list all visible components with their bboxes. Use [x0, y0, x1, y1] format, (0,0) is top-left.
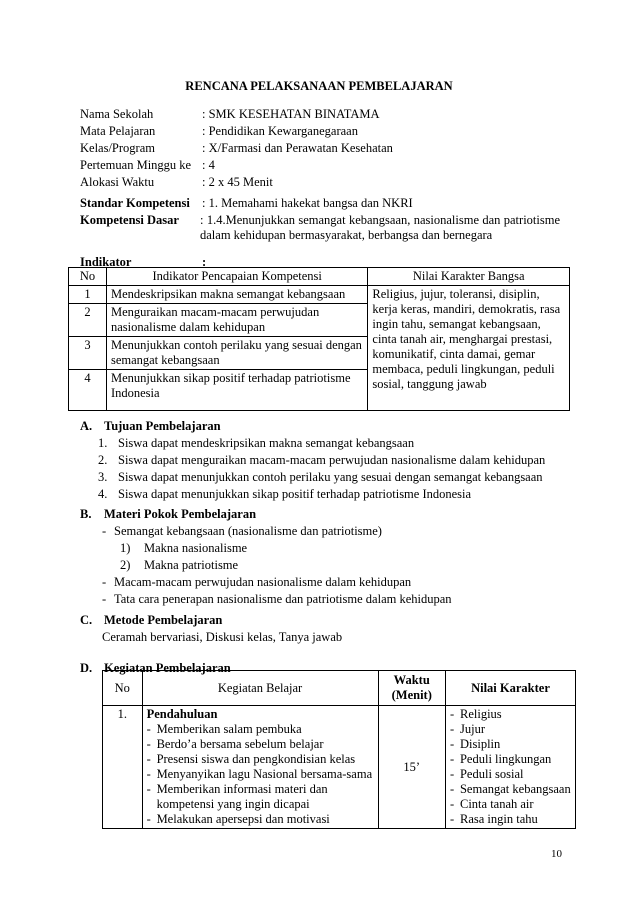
section-tujuan — [80, 418, 580, 503]
list-item: - Memberikan salam pembuka — [146, 722, 302, 736]
list-item: - Jujur — [449, 722, 485, 736]
waktu-cell: 15’ — [378, 706, 445, 829]
section-letter: D. — [80, 661, 93, 675]
indikator-text: Mendeskripsikan makna semangat kebangsaan — [106, 286, 367, 304]
indikator-text: Menunjukkan sikap positif terhadap patriotisme Indonesia — [106, 370, 367, 411]
item-text: Cinta tanah air — [459, 797, 534, 811]
section-title: Metode Pembelajaran — [104, 613, 223, 627]
section-materi — [80, 506, 580, 608]
info-label: Pertemuan Minggu ke — [80, 158, 192, 172]
competency-block — [80, 195, 570, 271]
list-item: - Cinta tanah air — [449, 797, 534, 811]
indikator-table — [68, 267, 570, 411]
kegiatan-cell — [142, 706, 378, 829]
item-number: 1) — [120, 541, 131, 555]
item-text: Semangat kebangsaan — [459, 782, 571, 796]
item-number: 3. — [98, 470, 108, 484]
item-number: 1. — [98, 436, 108, 450]
section-letter: A. — [80, 419, 93, 433]
info-value: : 4 — [202, 158, 215, 172]
karakter-list — [450, 707, 571, 827]
nilai-karakter-cell: Religius, jujur, toleransi, disiplin, kerja keras, mandiri, demokratis, rasa ingin tahu, semangat kebangsaan, cinta tanah air, menghargai prestasi, komunikatif, cinta damai, gemar membaca, peduli lingkungan, peduli sosial, tanggung jawab — [368, 286, 570, 411]
list-item: - Semangat kebangsaan — [449, 782, 571, 796]
item-text: Melakukan apersepsi dan motivasi — [156, 812, 330, 826]
item-text: Menyanyikan lagu Nasional bersama-sama — [156, 767, 373, 781]
section-title: Tujuan Pembelajaran — [104, 419, 221, 433]
section-heading — [80, 612, 580, 629]
info-row-pertemuan — [80, 157, 570, 174]
column-header: Kegiatan Belajar — [142, 671, 378, 706]
item-text: Siswa dapat mendeskripsikan makna semangat kebangsaan — [118, 436, 415, 450]
row-number: 2 — [69, 304, 107, 337]
page-number: 10 — [551, 848, 562, 860]
row-number: 1 — [69, 286, 107, 304]
indikator-value: : — [202, 255, 207, 269]
info-value: : 2 x 45 Menit — [202, 175, 273, 189]
info-value: : SMK KESEHATAN BINATAMA — [202, 107, 380, 121]
section-title: Kegiatan Pembelajaran — [104, 661, 231, 675]
list-item — [80, 540, 580, 557]
list-item: - Semangat kebangsaan (nasionalisme dan patriotisme) — [102, 524, 382, 538]
info-value: : Pendidikan Kewarganegaraan — [202, 124, 358, 138]
item-text: Tata cara penerapan nasionalisme dan patriotisme dalam kehidupan — [114, 592, 452, 606]
standar-value: : 1. Memahami hakekat bangsa dan NKRI — [202, 196, 413, 210]
info-row-mapel — [80, 123, 570, 140]
list-item: - Memberikan informasi materi dan kompetensi yang ingin dicapai — [147, 782, 374, 812]
table-header-row — [69, 268, 570, 286]
list-item: - Disiplin — [449, 737, 501, 751]
list-item: - Peduli lingkungan — [449, 752, 552, 766]
column-header: Indikator Pencapaian Kompetensi — [106, 268, 367, 286]
list-item: - Rasa ingin tahu — [449, 812, 538, 826]
row-number: 4 — [69, 370, 107, 411]
item-text: Macam-macam perwujudan nasionalisme dalam kehidupan — [114, 575, 412, 589]
kompetensi-label: Kompetensi Dasar — [80, 213, 179, 227]
info-label: Kelas/Program — [80, 141, 155, 155]
info-value: : X/Farmasi dan Perawatan Kesehatan — [202, 141, 393, 155]
standar-label: Standar Kompetensi — [80, 196, 190, 210]
section-metode — [80, 612, 580, 646]
indikator-text: Menguraikan macam-macam perwujudan nasionalisme dalam kehidupan — [106, 304, 367, 337]
item-text: Peduli sosial — [459, 767, 524, 781]
metode-text: Ceramah bervariasi, Diskusi kelas, Tanya jawab — [102, 630, 343, 644]
item-text: Semangat kebangsaan (nasionalisme dan patriotisme) — [114, 524, 382, 538]
list-item: - Tata cara penerapan nasionalisme dan patriotisme dalam kehidupan — [102, 592, 452, 606]
item-text: Peduli lingkungan — [459, 752, 552, 766]
item-text: Berdo’a bersama sebelum belajar — [156, 737, 324, 751]
indikator-text: Menunjukkan contoh perilaku yang sesuai dengan semangat kebangsaan — [106, 337, 367, 370]
row-number: 1. — [103, 706, 143, 829]
item-number: 2) — [120, 558, 131, 572]
list-item: - Religius — [449, 707, 502, 721]
kompetensi-value: : 1.4.Menunjukkan semangat kebangsaan, nasionalisme dan patriotisme dalam kehidupan bermasyarakat, berbangsa dan bernegara — [200, 213, 560, 242]
item-number: 2. — [98, 453, 108, 467]
kegiatan-table — [102, 670, 576, 829]
list-item: - Macam-macam perwujudan nasionalisme dalam kehidupan — [102, 575, 412, 589]
table-row — [69, 286, 570, 304]
item-text: Religius — [459, 707, 502, 721]
list-item: - Presensi siswa dan pengkondisian kelas — [146, 752, 356, 766]
indikator-label: Indikator — [80, 255, 132, 269]
list-item — [80, 557, 580, 574]
info-row-alokasi — [80, 174, 570, 191]
table-row — [103, 706, 576, 829]
column-header: Nilai Karakter — [445, 671, 575, 706]
section-title: Materi Pokok Pembelajaran — [104, 507, 257, 521]
item-text: Makna patriotisme — [144, 558, 239, 572]
identity-block — [80, 106, 570, 191]
item-text: Memberikan salam pembuka — [156, 722, 302, 736]
list-item: - Peduli sosial — [449, 767, 524, 781]
list-item — [80, 486, 580, 503]
column-header: Waktu (Menit) — [378, 671, 445, 706]
section-heading — [80, 506, 580, 523]
list-item — [80, 435, 580, 452]
kegiatan-heading: Pendahuluan — [146, 707, 218, 721]
section-letter: C. — [80, 613, 93, 627]
column-header: No — [69, 268, 107, 286]
item-text: Siswa dapat menguraikan macam-macam perwujudan nasionalisme dalam kehidupan — [118, 453, 546, 467]
row-number: 3 — [69, 337, 107, 370]
item-text: Presensi siswa dan pengkondisian kelas — [156, 752, 356, 766]
item-text: Siswa dapat menunjukkan sikap positif terhadap patriotisme Indonesia — [118, 487, 472, 501]
section-letter: B. — [80, 507, 92, 521]
column-header: No — [103, 671, 143, 706]
info-row-kelas — [80, 140, 570, 157]
document-title: RENCANA PELAKSANAAN PEMBELAJARAN — [185, 79, 453, 93]
list-item: - Menyanyikan lagu Nasional bersama-sama — [146, 767, 373, 781]
item-text: Rasa ingin tahu — [459, 812, 538, 826]
table-header-row — [103, 671, 576, 706]
section-heading — [80, 418, 580, 435]
karakter-cell — [445, 706, 575, 829]
column-header: Nilai Karakter Bangsa — [368, 268, 570, 286]
kegiatan-list — [147, 722, 374, 827]
list-item — [80, 452, 580, 469]
item-text: Memberikan informasi materi dan kompetensi yang ingin dicapai — [156, 782, 328, 811]
standar-kompetensi-row — [80, 195, 570, 212]
item-text: Disiplin — [459, 737, 501, 751]
info-label: Mata Pelajaran — [80, 124, 156, 138]
info-label: Alokasi Waktu — [80, 175, 155, 189]
item-text: Jujur — [459, 722, 485, 736]
list-item — [80, 469, 580, 486]
item-text: Makna nasionalisme — [144, 541, 248, 555]
list-item: - Berdo’a bersama sebelum belajar — [146, 737, 324, 751]
info-label: Nama Sekolah — [80, 107, 154, 121]
item-text: Siswa dapat menunjukkan contoh perilaku yang sesuai dengan semangat kebangsaan — [118, 470, 543, 484]
item-number: 4. — [98, 487, 108, 501]
kompetensi-dasar-row — [80, 212, 570, 257]
list-item: - Melakukan apersepsi dan motivasi — [146, 812, 330, 826]
info-row-sekolah — [80, 106, 570, 123]
